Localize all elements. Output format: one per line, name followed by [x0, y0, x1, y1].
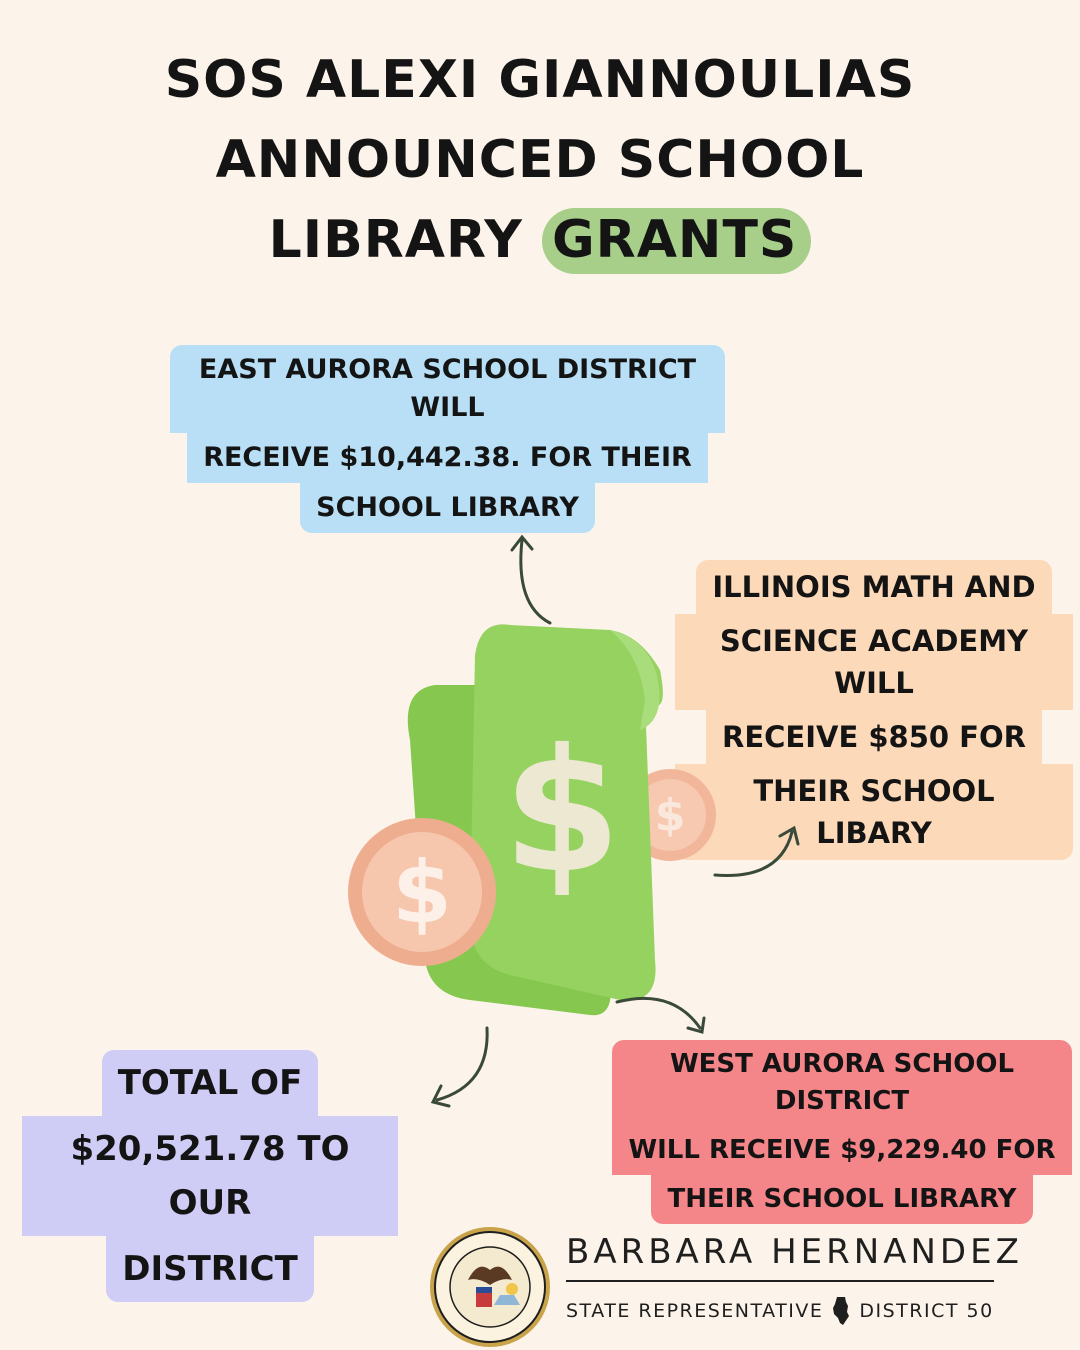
title-line-3-prefix: LIBRARY [268, 210, 542, 270]
arrow-right-down-icon [612, 990, 712, 1040]
title-line-2: ANNOUNCED SCHOOL [215, 130, 865, 190]
total-line-3: DISTRICT [106, 1236, 314, 1302]
illinois-seal-icon [428, 1225, 552, 1349]
arrow-right-up-icon [710, 820, 810, 890]
west-line-3: THEIR SCHOOL LIBRARY [651, 1175, 1032, 1224]
east-line-1: EAST AURORA SCHOOL DISTRICT WILL [170, 345, 725, 433]
title-line-1: SOS ALEXI GIANNOULIAS [164, 50, 916, 110]
money-bill-coins-icon [340, 600, 740, 1040]
imsa-line-3: RECEIVE $850 FOR [706, 710, 1042, 764]
imsa-line-2: SCIENCE ACADEMY WILL [675, 614, 1073, 710]
west-line-2: WILL RECEIVE $9,229.40 FOR [612, 1126, 1071, 1175]
illinois-state-icon [831, 1296, 851, 1326]
representative-subtitle [566, 1296, 994, 1326]
svg-text:$: $ [502, 713, 622, 911]
total-line-1: TOTAL OF [102, 1050, 319, 1116]
svg-text:$: $ [392, 843, 452, 943]
total-callout [22, 1050, 398, 1302]
east-line-2: RECEIVE $10,442.38. FOR THEIR [187, 433, 708, 483]
west-line-1: WEST AURORA SCHOOL DISTRICT [612, 1040, 1072, 1126]
page-title [0, 40, 1080, 280]
imsa-line-1: ILLINOIS MATH AND [696, 560, 1051, 614]
representative-name: BARBARA HERNANDEZ [566, 1232, 994, 1282]
east-aurora-callout [170, 345, 725, 533]
total-line-2: $20,521.78 TO OUR [22, 1116, 398, 1236]
svg-text:$: $ [654, 790, 686, 841]
title-line-3 [0, 200, 1080, 280]
arrow-up-icon [500, 525, 570, 630]
representative-district: DISTRICT 50 [859, 1300, 994, 1322]
representative-role: STATE REPRESENTATIVE [566, 1300, 824, 1322]
arrow-down-left-icon [425, 1020, 500, 1110]
imsa-line-4: THEIR SCHOOL LIBARY [675, 764, 1073, 860]
grants-highlight: GRANTS [542, 208, 811, 274]
east-line-3: SCHOOL LIBRARY [300, 483, 595, 533]
west-aurora-callout [612, 1040, 1072, 1224]
